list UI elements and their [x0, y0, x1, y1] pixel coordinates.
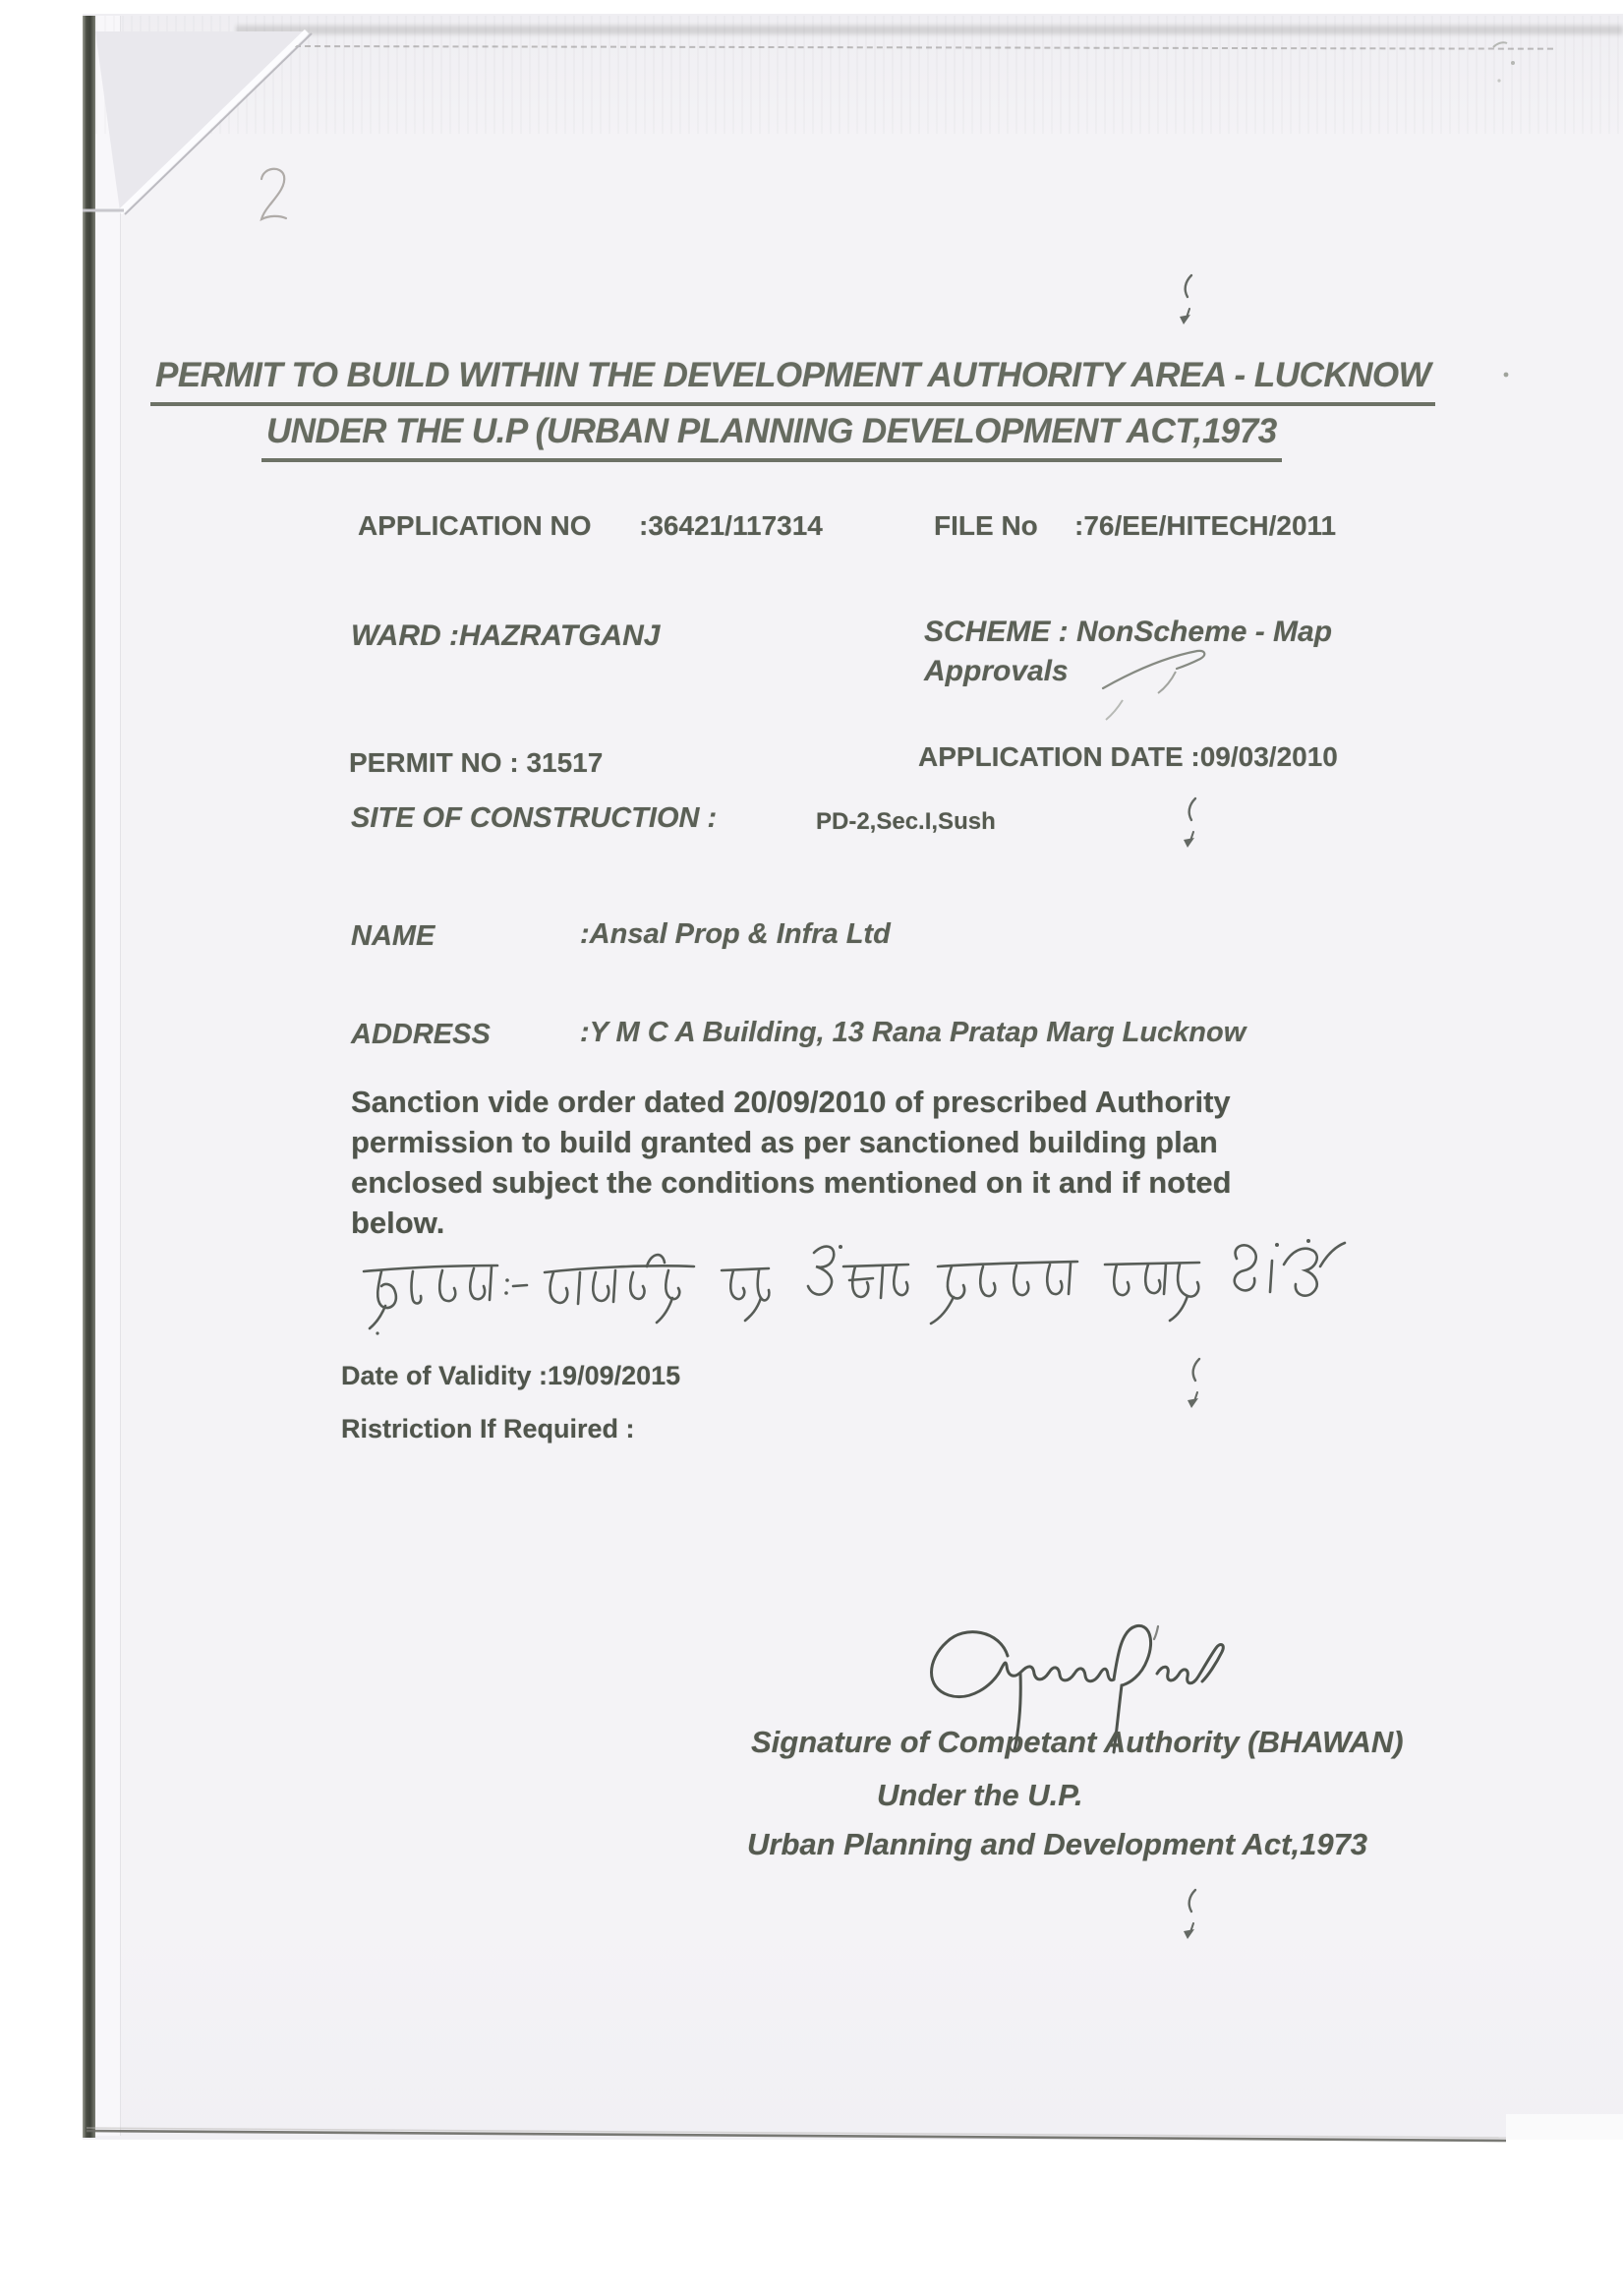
application-no-label: APPLICATION NO: [358, 510, 592, 541]
ink-tick-mark-2: [1180, 795, 1203, 854]
handwritten-note-hindi: [352, 1237, 1364, 1335]
restriction-field: Ristriction If Required :: [341, 1414, 635, 1443]
scan-top-smudge: [236, 26, 1623, 34]
scheme-field-line1: SCHEME : NonScheme - Map: [924, 616, 1333, 648]
document-title-line1: PERMIT TO BUILD WITHIN THE DEVELOPMENT AUTHORITY AREA - LUCKNOW: [150, 357, 1435, 406]
application-no-value: :36421/117314: [639, 510, 823, 541]
site-of-construction-label: SITE OF CONSTRUCTION :: [351, 802, 718, 834]
document-title-line2: UNDER THE U.P (URBAN PLANNING DEVELOPMENT ACT,1973: [261, 413, 1282, 462]
name-value: :Ansal Prop & Infra Ltd: [580, 918, 891, 950]
sanction-paragraph-line1: Sanction vide order dated 20/09/2010 of prescribed Authority: [351, 1085, 1231, 1119]
sanction-paragraph-line3: enclosed subject the conditions mentioned on it and if noted: [351, 1165, 1232, 1200]
address-label: ADDRESS: [351, 1019, 491, 1050]
file-no-value: :76/EE/HITECH/2011: [1074, 510, 1337, 541]
pencil-margin-mark: [251, 162, 298, 231]
sanction-paragraph-line4: below.: [351, 1206, 445, 1240]
ink-tick-mark-1: [1176, 271, 1199, 330]
signature-caption-line1: Signature of Competant Authority (BHAWAN): [751, 1725, 1404, 1759]
ward-field: WARD :HAZRATGANJ: [351, 619, 661, 652]
ink-tick-mark-3: [1184, 1355, 1207, 1414]
permit-no-field: PERMIT NO : 31517: [349, 747, 604, 778]
signature-caption-line2: Under the U.P.: [877, 1778, 1083, 1812]
scheme-field-line2: Approvals: [924, 655, 1069, 687]
application-date-field: APPLICATION DATE :09/03/2010: [918, 741, 1338, 772]
page-bottom-edge: [0, 2114, 1623, 2158]
title-trailing-dot: [1498, 366, 1518, 385]
scan-binding-strip: [83, 16, 95, 2138]
sanction-paragraph-line2: permission to build granted as per sanctioned building plan: [351, 1125, 1218, 1159]
ink-tick-mark-4: [1180, 1886, 1203, 1945]
site-of-construction-value: PD-2,Sec.I,Sush: [816, 808, 996, 835]
scan-specks: [1479, 37, 1538, 96]
signature-caption-line3: Urban Planning and Development Act,1973: [747, 1827, 1368, 1861]
file-no-label: FILE No: [934, 510, 1038, 541]
date-of-validity-field: Date of Validity :19/09/2015: [341, 1361, 681, 1390]
handwritten-flourish: [1093, 627, 1231, 726]
address-value: :Y M C A Building, 13 Rana Pratap Marg Lucknow: [580, 1017, 1246, 1048]
page-inner-edge: [95, 16, 121, 2136]
paper-sheet: [83, 14, 1623, 2140]
name-label: NAME: [351, 920, 435, 952]
